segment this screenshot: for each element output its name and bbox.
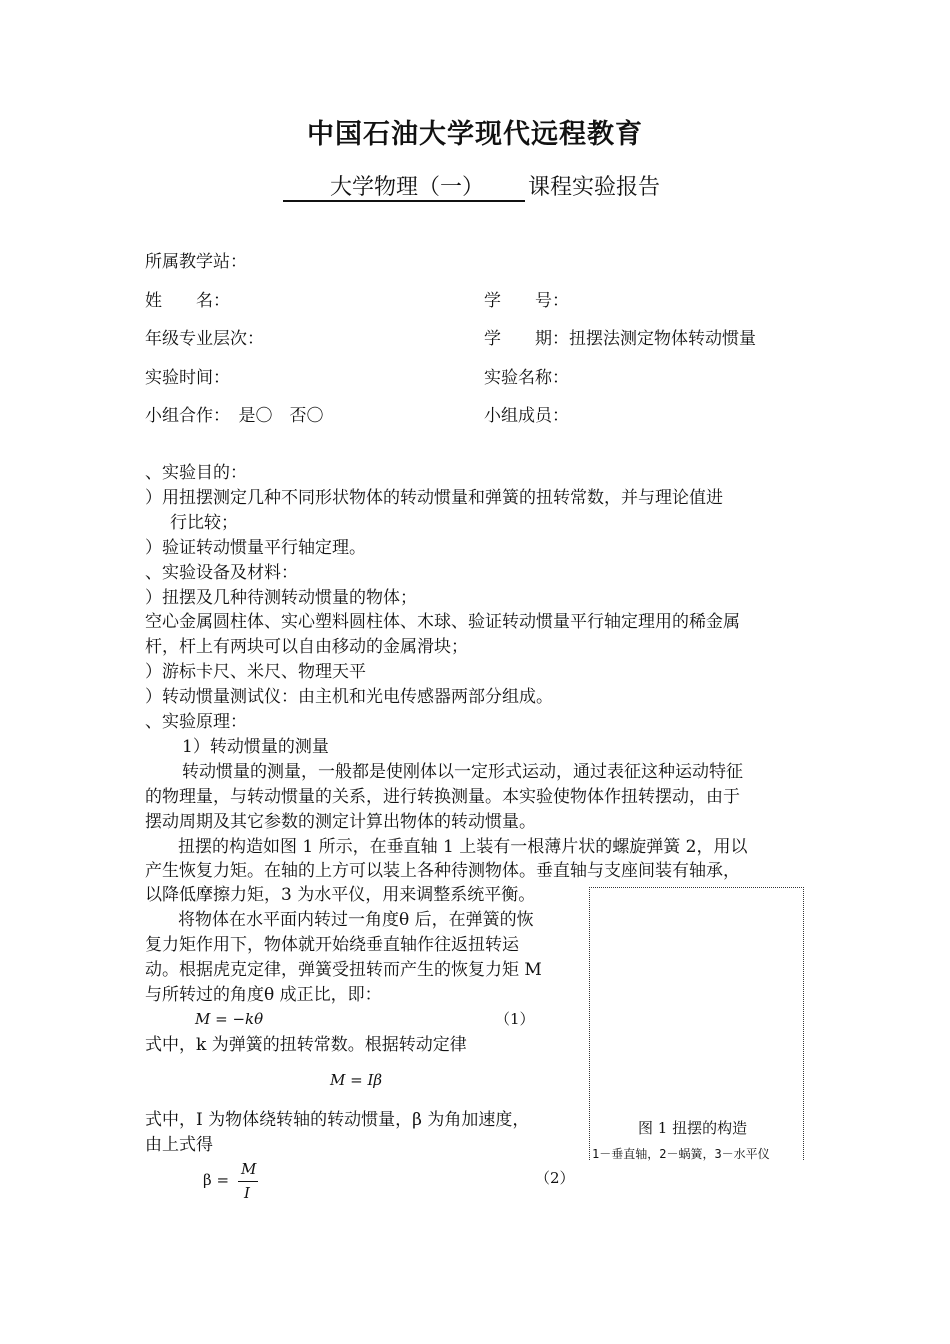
principle-para-2-line-2: 产生恢复力矩。在轴的上方可以装上各种待测物体。垂直轴与支座间装有轴承， <box>145 861 740 881</box>
grade-label: 年级专业层次： <box>145 329 264 349</box>
equipment-item-1: ）扭摆及几种待测转动惯量的物体； <box>145 588 417 608</box>
purpose-item-1: ）用扭摆测定几种不同形状物体的转动惯量和弹簧的扭转常数，并与理论值进 <box>145 488 723 508</box>
name-label: 姓 名： <box>145 291 230 311</box>
section-principle-heading: 、实验原理： <box>145 712 247 732</box>
equipment-item-1-desc-cont: 杆，杆上有两块可以自由移动的金属滑块； <box>145 637 468 657</box>
principle-para-1-line-3: 摆动周期及其它参数的测定计算出物体的转动惯量。 <box>145 812 536 832</box>
equation-2-lhs: β = <box>203 1171 230 1189</box>
station-label: 所属教学站： <box>145 252 247 272</box>
exp-name-label: 实验名称： <box>484 368 569 388</box>
figure-1-caption: 图 1 扭摆的构造 <box>638 1119 748 1137</box>
principle-para-3-line-3: 动。根据虎克定律，弹簧受扭转而产生的恢复力矩 M <box>145 960 542 980</box>
principle-para-3-line-1: 将物体在水平面内转过一角度θ 后，在弹簧的恢 <box>178 910 534 930</box>
principle-para-1-line-2: 的物理量，与转动惯量的关系，进行转换测量。本实验使物体作扭转摆动，由于 <box>145 787 740 807</box>
equation-2-denominator: I <box>244 1184 250 1202</box>
purpose-item-1-cont: 行比较； <box>170 513 238 533</box>
course-underline <box>283 200 525 202</box>
equation-1-number: （1） <box>495 1010 535 1028</box>
principle-para-3-line-2: 复力矩作用下，物体就开始绕垂直轴作往返扭转运 <box>145 935 519 955</box>
course-name: 大学物理（一） <box>330 175 485 200</box>
principle-para-4: 式中，k 为弹簧的扭转常数。根据转动定律 <box>145 1035 467 1055</box>
section-purpose-heading: 、实验目的： <box>145 463 247 483</box>
equation-2-numerator: M <box>241 1160 257 1178</box>
figure-1-legend: 1－垂直轴，2－蜗簧，3－水平仪 <box>592 1147 770 1161</box>
equation-2-number: （2） <box>535 1169 575 1187</box>
equation-rotation-law: M = Iβ <box>330 1071 383 1089</box>
members-label: 小组成员： <box>484 406 569 426</box>
principle-para-2-line-3: 以降低摩擦力矩，3 为水平仪，用来调整系统平衡。 <box>145 885 536 905</box>
principle-para-5-line-1: 式中，I 为物体绕转轴的转动惯量，β 为角加速度， <box>145 1110 530 1130</box>
term-label: 学 期：扭摆法测定物体转动惯量 <box>484 329 756 349</box>
time-label: 实验时间： <box>145 368 230 388</box>
equipment-item-2: ）游标卡尺、米尺、物理天平 <box>145 662 366 682</box>
purpose-item-2: ）验证转动惯量平行轴定理。 <box>145 538 366 558</box>
principle-para-5-line-2: 由上式得 <box>145 1135 213 1155</box>
principle-para-2-line-1: 扭摆的构造如图 1 所示，在垂直轴 1 上装有一根薄片状的螺旋弹簧 2，用以 <box>178 837 748 857</box>
report-heading: 课程实验报告 <box>528 175 661 200</box>
principle-para-3-line-4: 与所转过的角度θ 成正比，即： <box>145 985 382 1005</box>
group-coop-label: 小组合作： 是〇 否〇 <box>145 406 324 426</box>
equation-1: M = −kθ <box>195 1010 264 1028</box>
student-id-label: 学 号： <box>484 291 569 311</box>
section-equipment-heading: 、实验设备及材料： <box>145 563 298 583</box>
equipment-item-3: ）转动惯量测试仪：由主机和光电传感器两部分组成。 <box>145 687 553 707</box>
equation-2-fraction-bar <box>238 1181 258 1182</box>
document-title: 中国石油大学现代远程教育 <box>307 119 643 150</box>
equipment-item-1-desc: 空心金属圆柱体、实心塑料圆柱体、木球、验证转动惯量平行轴定理用的稀金属 <box>145 612 740 632</box>
principle-subheading: 1）转动惯量的测量 <box>182 737 329 757</box>
principle-para-1-line-1: 转动惯量的测量，一般都是使刚体以一定形式运动，通过表征这种运动特征 <box>182 762 743 782</box>
